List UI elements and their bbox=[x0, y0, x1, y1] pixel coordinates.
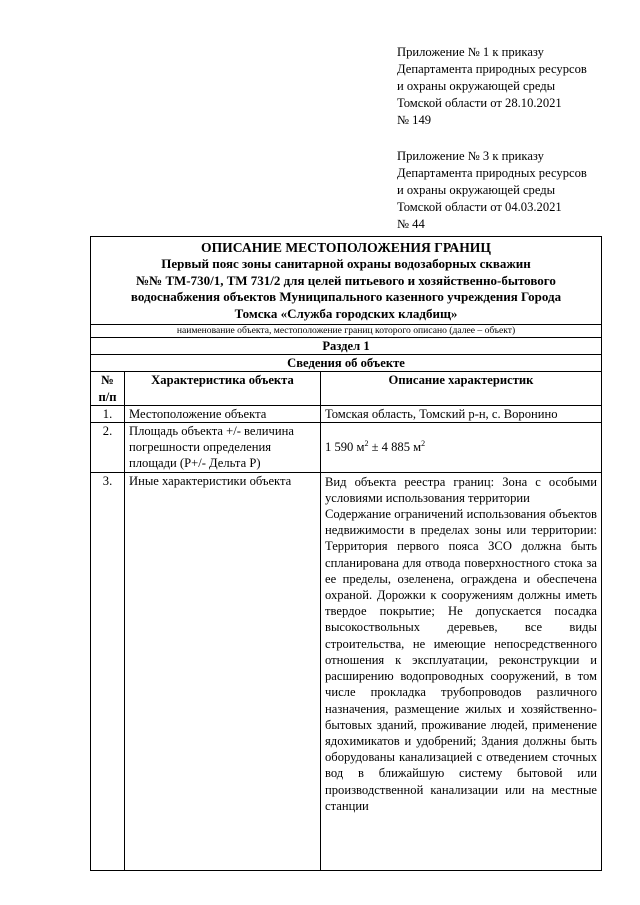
document-subtitle-line-3: водоснабжения объектов Муниципального казенного учреждения Города bbox=[130, 289, 562, 305]
area-value: 1 590 м bbox=[325, 440, 365, 455]
row-3-description bbox=[321, 472, 602, 870]
document-subtitle-line-1: Первый пояс зоны санитарной охраны водозаборных скважин bbox=[161, 256, 531, 272]
caption-row bbox=[91, 325, 602, 338]
row-2-num: 2. bbox=[91, 423, 125, 473]
section-title: Сведения об объекте bbox=[91, 355, 602, 372]
appendix-2-line-3: и охраны окружающей среды bbox=[397, 183, 556, 197]
appendix-1-line-5: № 149 bbox=[397, 113, 432, 127]
description-paragraph-1: Вид объекта реестра границ: Зона с особыми условиями использования территории bbox=[325, 474, 597, 505]
appendix-1-line-4: Томской области от 28.10.2021 bbox=[397, 96, 562, 110]
appendix-1-line-2: Департамента природных ресурсов bbox=[397, 62, 587, 76]
section-title-row bbox=[91, 355, 602, 372]
row-2-description bbox=[321, 423, 602, 473]
title-cell bbox=[91, 237, 602, 325]
row-3-num: 3. bbox=[91, 472, 125, 870]
table-row bbox=[91, 405, 602, 422]
tolerance-unit-exponent: 2 bbox=[421, 439, 426, 449]
appendix-1-line-1: Приложение № 1 к приказу bbox=[397, 45, 544, 59]
appendix-2-line-1: Приложение № 3 к приказу bbox=[397, 149, 544, 163]
row-1-description: Томская область, Томский р-н, с. Воронино bbox=[321, 405, 602, 422]
appendix-note-1 bbox=[397, 44, 597, 129]
table-row bbox=[91, 423, 602, 473]
section-label: Раздел 1 bbox=[91, 338, 602, 355]
object-caption: наименование объекта, местоположение границ которого описано (далее – объект) bbox=[91, 325, 602, 338]
document-subtitle-line-2: №№ ТМ-730/1, ТМ 731/2 для целей питьевого и хозяйственно-бытового bbox=[136, 272, 556, 288]
description-paragraph-2: Содержание ограничений использования объектов недвижимости в пределах зоны или территории: Территория первого пояса ЗСО должна быть спланирована для отвода поверхностного стока за ее пределы, озеленена, ограждена и обеспечена охраной. Дорожки к сооружениям должны иметь твердое покрытие; Не допускается посадка высокоствольных деревьев, все виды строительства, не имеющие непосредственного отношения к эксплуатации, реконструкции и расширению водопроводных сооружений, в том числе прокладка трубопроводов различного назначения, размещение жилых и хозяйственно-бытовых зданий, проживание людей, применение ядохимикатов и удобрений; Здания должны быть оборудованы канализацией с отведением сточных вод в ближайшую систему бытовой или производственной канализации или на местные станции bbox=[325, 507, 597, 813]
document-subtitle-line-4: Томска «Служба городских кладбищ» bbox=[234, 305, 458, 321]
title-row bbox=[91, 237, 602, 325]
table-header-row bbox=[91, 372, 602, 405]
boundary-description-table bbox=[90, 236, 602, 871]
appendix-note-2 bbox=[397, 148, 597, 233]
row-2-characteristic: Площадь объекта +/- величина погрешности определения площади (Р+/- Дельта Р) bbox=[125, 423, 321, 473]
table-row bbox=[91, 472, 602, 870]
section-label-row bbox=[91, 338, 602, 355]
area-unit-exponent: 2 bbox=[364, 439, 369, 449]
row-3-characteristic: Иные характеристики объекта bbox=[125, 472, 321, 870]
header-characteristic: Характеристика объекта bbox=[125, 372, 321, 405]
appendix-2-line-5: № 44 bbox=[397, 217, 425, 231]
row-1-num: 1. bbox=[91, 405, 125, 422]
row-1-characteristic: Местоположение объекта bbox=[125, 405, 321, 422]
row-3-description-body bbox=[325, 473, 597, 870]
appendix-2-line-4: Томской области от 04.03.2021 bbox=[397, 200, 562, 214]
appendix-1-line-3: и охраны окружающей среды bbox=[397, 79, 556, 93]
header-description: Описание характеристик bbox=[321, 372, 602, 405]
area-tolerance: ± 4 885 м bbox=[368, 440, 422, 455]
header-num: № п/п bbox=[91, 372, 125, 405]
appendix-2-line-2: Департамента природных ресурсов bbox=[397, 166, 587, 180]
document-title: ОПИСАНИЕ МЕСТОПОЛОЖЕНИЯ ГРАНИЦ bbox=[201, 240, 491, 255]
